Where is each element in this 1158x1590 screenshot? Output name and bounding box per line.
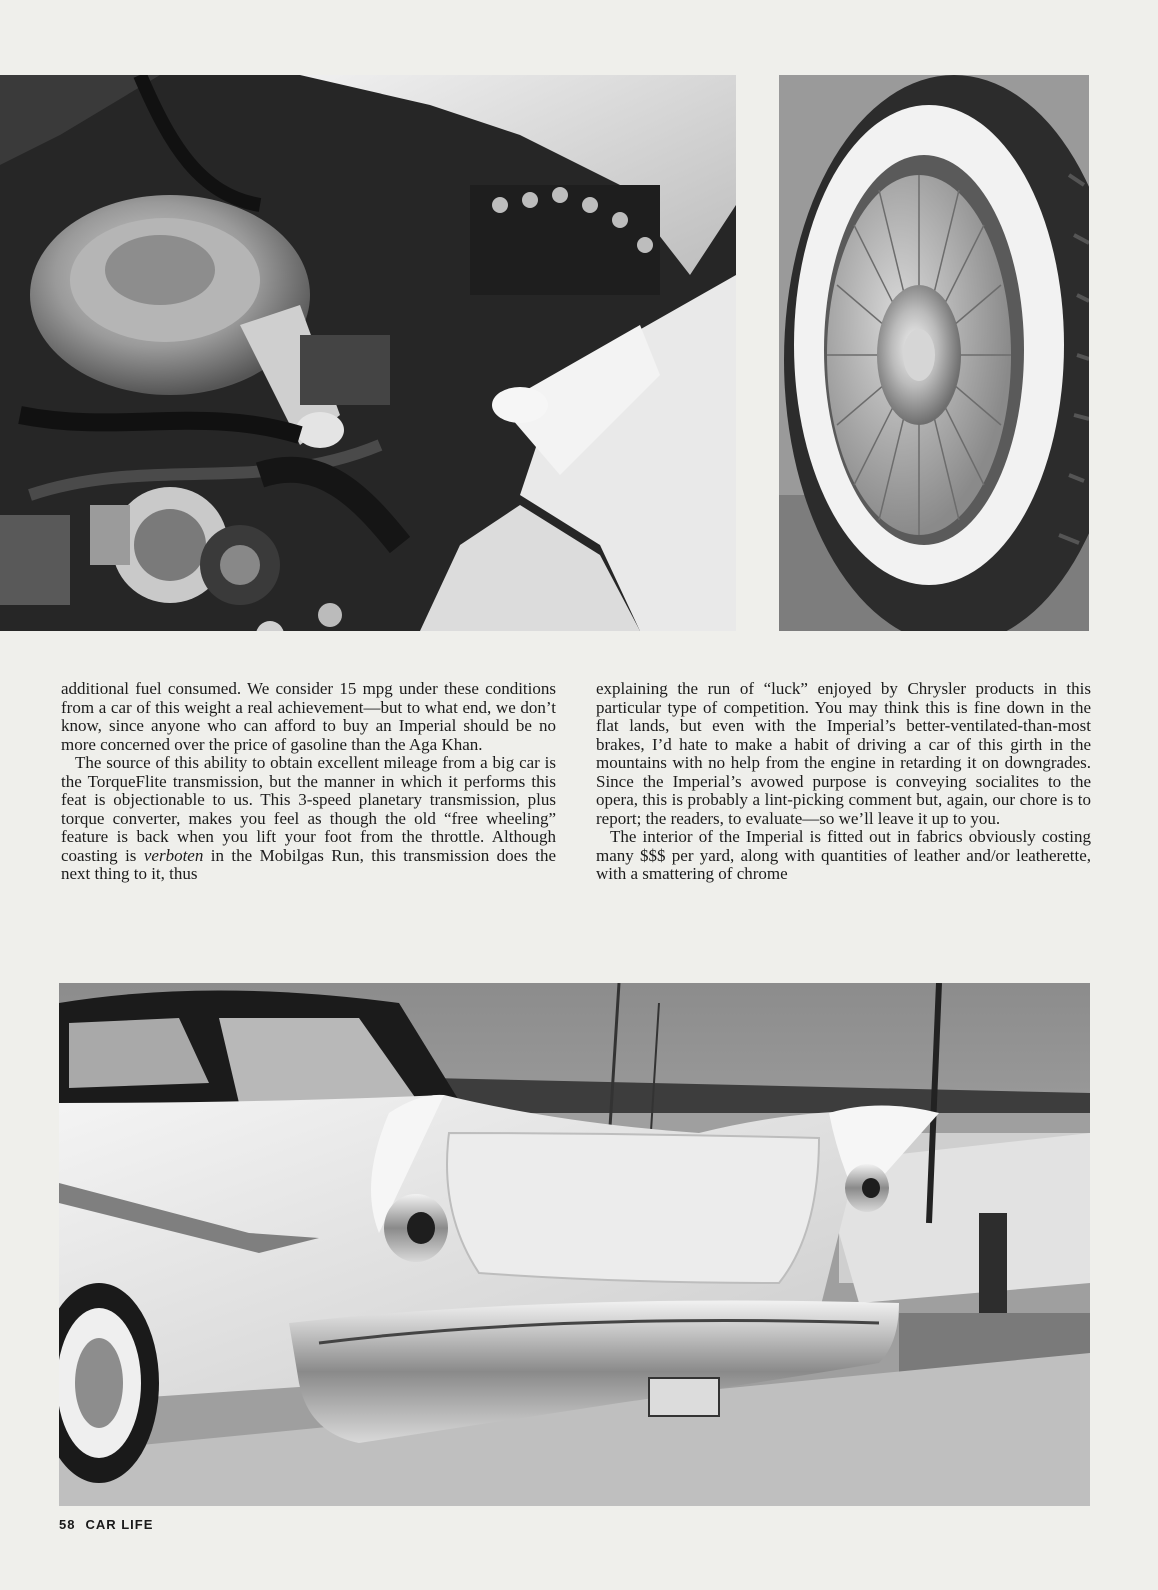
emphasis-text: verboten [143, 845, 204, 865]
magazine-name: CAR LIFE [85, 1517, 154, 1532]
paragraph-text: The source of this ability to obtain excellent mileage from a big car is the TorqueFlite transmission, but the manner in which it performs this feat is objectionable to us. This 3-speed planetary transmission, plus torque converter, makes you feel as though the old “free wheeling” feature is back when you lift your foot from the throttle. Although coasting is [61, 753, 556, 865]
article-column-left [61, 680, 556, 884]
paragraph-text: in the Mobilgas Run, this transmission does the next thing to it, thus [61, 845, 557, 883]
paragraph: The interior of the Imperial is fitted out in fabrics obviously costing many $$$ per yard, along with quantities of leather and/or leatherette, with a smattering of chrome [596, 827, 1091, 883]
paragraph: additional fuel consumed. We consider 15 mpg under these conditions from a car of this weight a real achievement—but to what end, we don’t know, since anyone who can afford to buy an Imperial should be no more concerned over the price of gasoline than the Aga Khan. [61, 679, 556, 754]
paragraph [61, 754, 556, 884]
page-number: 58 [59, 1517, 76, 1532]
page-footer [59, 1517, 153, 1532]
imperial-rear-fins-photo [59, 983, 1090, 1506]
article-column-right [596, 680, 1091, 884]
whitewall-wheel-photo [779, 75, 1089, 631]
engine-compartment-photo [0, 75, 736, 631]
paragraph: explaining the run of “luck” enjoyed by Chrysler products in this particular type of competition. You may think this is fine down in the flat lands, but even with the Imperial’s better-ventilated-than-most brakes, I’d hate to make a habit of driving a car of this girth in the mountains with no help from the engine in retarding it on downgrades. Since the Imperial’s avowed purpose is conveying socialites to the opera, this is probably a lint-picking comment but, again, our chore is to report; the readers, to evaluate—so we’ll leave it up to you. [596, 679, 1091, 828]
